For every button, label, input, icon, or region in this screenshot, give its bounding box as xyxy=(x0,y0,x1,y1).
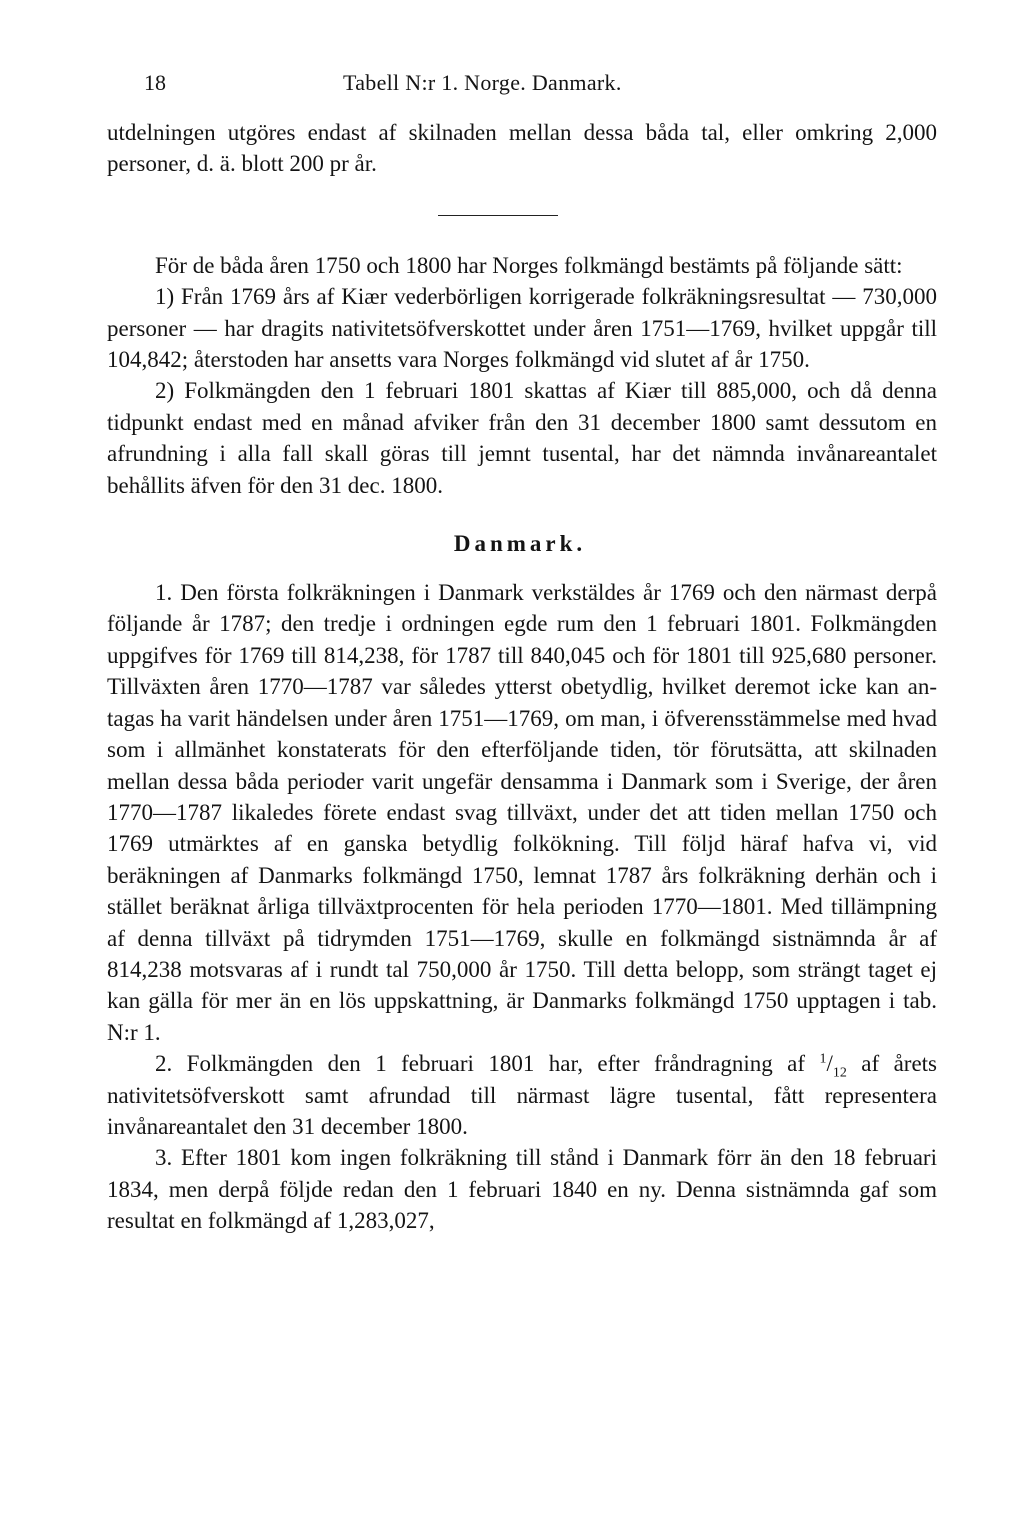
running-title: Tabell N:r 1. Norge. Danmark. xyxy=(343,70,622,95)
section-separator-rule xyxy=(438,215,558,216)
danmark-item-2-text-before: 2. Folkmängden den 1 februari 1801 har, efter fråndragning af xyxy=(155,1051,806,1077)
page-number: 18 xyxy=(144,70,166,95)
fraction-one-twelfth: $^1/_{12}$ xyxy=(819,1051,847,1081)
danmark-item-2-paragraph xyxy=(107,1048,937,1142)
fraction-numerator: 1 xyxy=(819,1051,827,1067)
danmark-item-2-text-after: af årets nativitetsöfverskott samt afrundad till närmast lägre tusental, fått representera invånareantalet den 31 december 1800. xyxy=(107,1051,937,1139)
fraction-denominator: 12 xyxy=(832,1065,847,1081)
norge-item-2-paragraph: 2) Folkmängden den 1 februari 1801 skattas af Kiær till 885,000, och då denna tidpunkt endast med en månad afviker från den 31 december 1800 samt dessutom en afrundning i alla fall skall göras till jemnt tusental, har det nämnda invånareantalet behållits äfven för den 31 dec. 1800. xyxy=(107,378,937,498)
danmark-item-1-paragraph: 1. Den första folkräkningen i Danmark verkstäldes år 1769 och den närmast derpå följande år 1787; den tredje i ordningen egde rum den 1 februari 1801. Folkmängden uppgifves för 1769 till 814,238, för 1787 till 840,045 och för 1801 till 925,680 personer. Tillväxten åren 1770—1787 var således ytterst obetydlig, hvilket deremot icke kan antagas ha varit händelsen under åren 1751—1769, om man, i öfverensstämmelse med hvad som i allmänhet konstaterats för den efterföljande tiden, tör förutsätta, att skilnaden mellan dessa båda perioder varit ungefär densamma i Danmark som i Sverige, der åren 1770—1787 likaledes förete endast svag tillväxt, under det att tiden mellan 1750 och 1769 utmärktes af en ganska betydlig folkökning. Till följd häraf hafva vi, vid beräkningen af Danmarks folkmängd 1750, lemnat 1787 års folkräkning derhän och i stället beräknat årliga tillväxtprocenten för hela perioden 1770—1801. Med tillämpning af denna tillväxt på tidrymden 1751—1769, skulle en folkmängd sistnämnda år af 814,238 motsvaras af i rundt tal 750,000 år 1750. Till detta belopp, som strängt taget ej kan gälla för mer än en lös uppskattning, är Danmarks folkmängd 1750 upptagen i tab. N:r 1. xyxy=(107,580,937,1045)
norge-item-1-paragraph: 1) Från 1769 års af Kiær vederbörligen korrigerade folkräkningsresultat — 730,000 personer — har dragits nativitetsöfverskottet under åren 1751—1769, hvilket uppgår till 104,842; återstoden har ansetts vara Norges folkmängd vid slutet af år 1750. xyxy=(107,284,937,373)
danmark-item-3-paragraph: 3. Efter 1801 kom ingen folkräkning till stånd i Danmark förr än den 18 februari 1834, men derpå följde redan den 1 februari 1840 en ny. Denna sistnämnda gaf som resultat en folkmängd af 1,283,027, xyxy=(107,1145,937,1234)
running-head xyxy=(107,62,937,102)
page-body xyxy=(107,62,937,1237)
norge-intro-paragraph: För de båda åren 1750 och 1800 har Norges folkmängd bestämts på följande sätt: xyxy=(155,252,903,278)
norge-continuation-paragraph: utdelningen utgöres endast af skilnaden mellan dessa båda tal, eller omkring 2,000 personer, d. ä. blott 200 pr år. xyxy=(107,120,937,177)
danmark-section-heading: Danmark. xyxy=(453,531,587,557)
